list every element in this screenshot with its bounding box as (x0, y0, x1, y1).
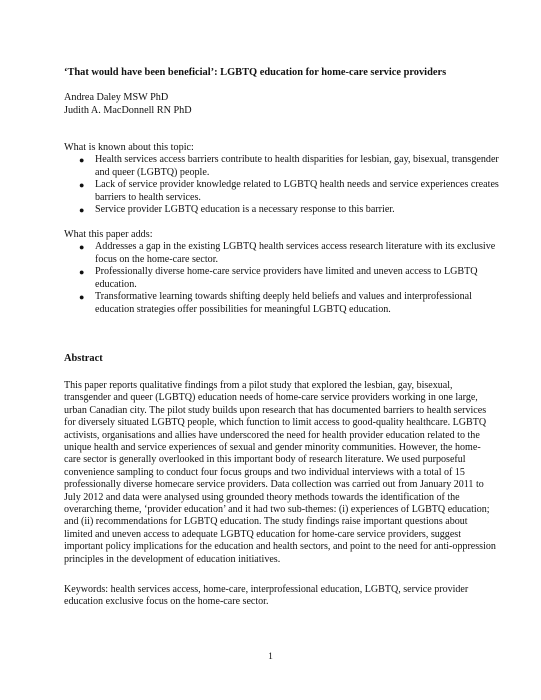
bullet-text: Transformative learning towards shifting deeply held beliefs and values and interprofessional education strategies offer possibilities for meaningful LGBTQ education. (95, 291, 472, 315)
abstract-heading: Abstract (64, 353, 103, 364)
keywords-paragraph: Keywords: health services access, home-care, interprofessional education, LGBTQ, service provider education exclusive focus on the home-care sector. (64, 584, 469, 608)
adds-bullet-list (64, 241, 504, 316)
bullet-icon: ● (79, 180, 85, 190)
adds-bullet-item (64, 241, 504, 266)
bullet-text: Service provider LGBTQ education is a necessary response to this barrier. (95, 204, 395, 215)
bullet-text: Health services access barriers contribute to health disparities for lesbian, gay, bisexual, transgender and queer (LGBTQ) people. (95, 154, 499, 178)
adds-section-heading: What this paper adds: (64, 229, 153, 240)
paper-title: ‘That would have been beneficial’: LGBTQ education for home-care service providers (64, 67, 447, 78)
bullet-text: Professionally diverse home-care service providers have limited and uneven access to LGBTQ education. (95, 266, 478, 290)
known-bullet-item (64, 179, 504, 204)
abstract-paragraph: This paper reports qualitative findings from a pilot study that explored the lesbian, gay, bisexual, transgender and queer (LGBTQ) education needs of home-care service providers working in one large, urban Canadian city. The pilot study builds upon research that has documented barriers to health services for diversely situated LGBTQ people, which function to limit access to good-quality healthcare. LGBTQ activists, organisations and allies have underscored the need for health provider education related to the unique health and service experiences of sexual and gender minority communities. However, the home-care sector is generally overlooked in this important body of research literature. We used purposeful convenience sampling to conduct four focus groups and two individual interviews with a total of 15 professionally diverse homecare service providers. Data collection was carried out from January 2011 to July 2012 and data were analysed using grounded theory methods towards the identification of the overarching theme, ‘provider education’ and it had two sub-themes: (i) experiences of LGBTQ education; and (ii) recommendations for LGBTQ education. The study findings raise important questions about limited and uneven access to adequate LGBTQ education for home-care service providers, suggest important policy implications for the education and health sectors, and point to the need for anti-oppression principles in the development of education initiatives. (64, 380, 496, 565)
bullet-text: Addresses a gap in the existing LGBTQ health services access research literature with its exclusive focus on the home-care sector. (95, 241, 496, 265)
bullet-icon: ● (79, 242, 85, 252)
author-name: Andrea Daley MSW PhD (64, 92, 169, 103)
author-name: Judith A. MacDonnell RN PhD (64, 104, 192, 116)
bullet-icon: ● (79, 267, 85, 277)
known-bullet-item (64, 204, 504, 217)
known-section-heading: What is known about this topic: (64, 142, 194, 153)
known-bullet-list (64, 154, 504, 217)
adds-bullet-item (64, 291, 504, 316)
bullet-icon: ● (79, 292, 85, 302)
adds-bullet-item (64, 266, 504, 291)
bullet-text: Lack of service provider knowledge related to LGBTQ health needs and service experiences creates barriers to health services. (95, 179, 499, 203)
author-list (64, 92, 192, 117)
bullet-icon: ● (79, 205, 85, 215)
page-number: 1 (268, 652, 273, 662)
bullet-icon: ● (79, 155, 85, 165)
known-bullet-item (64, 154, 504, 179)
